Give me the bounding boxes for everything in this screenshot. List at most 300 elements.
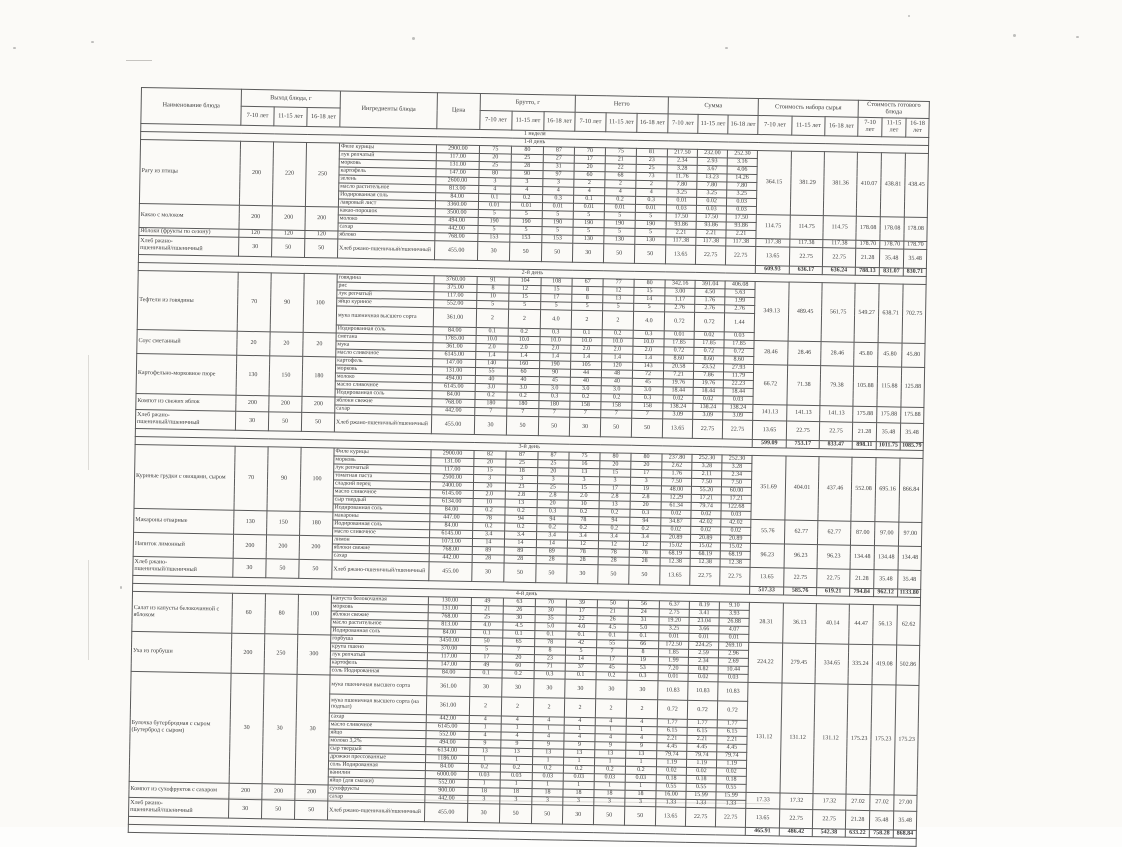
gross-value: 49 <box>470 661 502 670</box>
dish-output-value: 30 <box>233 558 266 578</box>
ready-cost-value: 175.88 <box>853 406 877 422</box>
ingredient-price: 768.00 <box>429 546 472 555</box>
dish-output-value: 120 <box>272 230 305 239</box>
net-value: 5 <box>573 211 604 220</box>
gross-value: 0.1 <box>470 669 502 678</box>
net-value: 0.1 <box>628 632 659 641</box>
ingredient-name: сыр твердый <box>329 745 426 755</box>
dish-output-value: 70 <box>234 446 268 511</box>
ingredient-name: горбуша <box>331 635 428 645</box>
day-total-ready: 1011.75 <box>876 442 900 450</box>
sum-value: 2.34 <box>688 657 718 666</box>
age-col-header: 16-18 лет <box>728 115 758 135</box>
net-value: 50 <box>603 244 634 264</box>
sum-value: 22.23 <box>723 380 753 389</box>
col-header-dish: Наименование блюда <box>141 88 242 126</box>
sum-value: 18.44 <box>723 388 753 397</box>
gross-value: 13 <box>505 499 537 508</box>
ingredient-price: 117.00 <box>434 292 477 301</box>
sum-value: 11.79 <box>723 372 753 381</box>
gross-value: 4 <box>469 715 501 724</box>
raw-cost-value: 28.46 <box>788 341 821 366</box>
raw-cost-value: 224.22 <box>748 642 783 683</box>
sum-value: 138.24 <box>663 403 693 412</box>
sum-value: 19.20 <box>659 617 689 626</box>
gross-value: 89 <box>472 546 504 555</box>
gross-value: 1 <box>501 724 533 733</box>
age-col-header: 7-10 лет <box>241 106 274 126</box>
gross-value: 18 <box>500 788 532 797</box>
ingredient-name: сахар <box>329 713 426 723</box>
gross-value: 8 <box>477 285 509 294</box>
gross-value: 0.3 <box>540 329 571 338</box>
gross-value: 3.4 <box>473 530 505 539</box>
day-total-raw: 465.91 <box>745 827 779 836</box>
gross-value: 1 <box>468 779 500 788</box>
sum-value: 0.01 <box>664 331 694 340</box>
net-value: 4 <box>574 187 605 196</box>
day-total-raw: 833.47 <box>819 441 852 450</box>
raw-cost-value: 114.75 <box>756 214 790 239</box>
gross-value: 27 <box>543 155 574 164</box>
gross-value: 4 <box>501 732 533 741</box>
gross-value: 180 <box>475 399 507 408</box>
day-total-ready: 868.84 <box>893 830 916 838</box>
ingredient-name: какао-порошок <box>338 207 435 217</box>
day-total-raw: 542.38 <box>812 829 845 838</box>
net-value: 21 <box>605 156 636 165</box>
ready-cost-value: 44.47 <box>849 604 874 644</box>
ingredient-name: яблоки свежие <box>335 397 432 407</box>
net-value: 39 <box>566 599 597 608</box>
net-value: 1 <box>625 758 656 767</box>
net-value: 3.0 <box>632 386 663 395</box>
age-col-header: 7-10 лет <box>758 115 792 135</box>
sum-value: 1.76 <box>662 470 692 479</box>
net-value: 2.0 <box>568 492 599 501</box>
ingredient-name: лавровый лист <box>338 199 435 209</box>
sum-value: 0.01 <box>658 673 688 682</box>
gross-value: 190 <box>510 218 542 227</box>
ingredient-name: морковь <box>331 603 428 613</box>
gross-value: 14 <box>536 540 567 549</box>
sum-value: 0.72 <box>694 312 724 332</box>
raw-cost-value: 22.75 <box>786 421 819 441</box>
sum-value: 2.62 <box>662 462 692 471</box>
age-col-header: 16-18 лет <box>825 117 858 137</box>
ingredient-name: картофель <box>330 659 427 669</box>
scan-speck <box>725 47 728 49</box>
raw-cost-value: 117.38 <box>756 238 790 247</box>
net-value: 13 <box>569 468 600 477</box>
day-total-ready: 962.12 <box>874 589 898 597</box>
gross-value: 1 <box>500 780 532 789</box>
ingredient-name: Хлеб ржано-пшеничный/пшеничный <box>327 801 424 822</box>
sum-value: 2.93 <box>697 157 727 166</box>
sum-value: 17.85 <box>724 340 754 349</box>
dish-name: Хлеб ржано- пшеничный/пшеничный <box>139 235 239 256</box>
net-value: 0.01 <box>604 204 635 213</box>
net-value: 7 <box>596 648 627 657</box>
ready-cost-value: 134.48 <box>898 546 921 570</box>
gross-value: 3.0 <box>475 383 507 392</box>
gross-value: 14 <box>472 538 504 547</box>
ready-cost-value: 97.00 <box>875 522 899 546</box>
sum-value: 0.02 <box>694 331 724 340</box>
ready-cost-value: 175.23 <box>870 685 896 795</box>
ready-cost-value: 552.08 <box>851 457 876 521</box>
ingredient-name: яблоко <box>338 231 435 241</box>
gross-value: 1 <box>532 781 563 790</box>
gross-value: 3.0 <box>507 384 539 393</box>
ingredient-price: 494.00 <box>435 217 478 226</box>
scan-speck <box>120 586 122 589</box>
sum-value: 217.50 <box>667 149 697 158</box>
dish-name: Тефтели из говядины <box>137 270 238 331</box>
net-value: 94 <box>599 517 630 526</box>
sum-value: 13.65 <box>662 419 692 439</box>
raw-cost-value: 62.77 <box>818 521 851 546</box>
gross-value: 20 <box>537 500 568 509</box>
sum-value: 15.02 <box>690 542 720 551</box>
ready-cost-value: 115.88 <box>877 367 902 407</box>
dish-output-value: 130 <box>236 355 270 396</box>
gross-value: 87 <box>543 147 574 156</box>
gross-value: 0.2 <box>475 391 507 400</box>
ingredient-price: 84.00 <box>427 669 470 678</box>
ingredient-price: 361.00 <box>433 308 476 328</box>
day-total-ready: 1133.80 <box>899 589 919 597</box>
dish-output-value: 200 <box>269 396 302 413</box>
net-value: 94 <box>630 517 661 526</box>
net-value: 0.2 <box>625 766 656 775</box>
gross-value: 17 <box>541 294 572 303</box>
sum-value: 2.34 <box>722 471 752 480</box>
menu-table-wrap <box>128 87 929 847</box>
net-value: 130 <box>573 235 604 244</box>
gross-value: 3 <box>474 474 506 483</box>
dish-output-value: 200 <box>305 206 338 231</box>
sum-value: 0.02 <box>691 510 721 519</box>
net-value: 68 <box>605 172 636 181</box>
ready-cost-value: 45.80 <box>902 343 925 367</box>
gross-value: 140 <box>476 360 508 369</box>
sum-value: 0.02 <box>663 395 693 404</box>
ingredient-price: 117.00 <box>436 153 479 162</box>
net-value: 1.4 <box>571 353 602 362</box>
ingredient-name: капуста белокочанная <box>331 595 428 605</box>
sum-value: 17.21 <box>721 495 751 504</box>
sum-value: 20.58 <box>664 363 694 372</box>
net-value: 26 <box>597 616 628 625</box>
net-value: 50 <box>597 600 628 609</box>
ingredient-price: 6145.00 <box>432 383 475 392</box>
ingredient-price: 2900.00 <box>436 145 479 154</box>
sum-value: 0.03 <box>727 198 757 207</box>
sum-value: 0.02 <box>691 526 721 535</box>
net-value: 78 <box>629 549 660 558</box>
net-value: 20 <box>631 461 662 470</box>
net-value: 44 <box>570 369 601 378</box>
sum-value: 42.02 <box>691 518 721 527</box>
sum-value: 3.28 <box>692 462 722 471</box>
gross-value: 90 <box>511 170 543 179</box>
gross-value: 5 <box>542 211 573 220</box>
gross-value: 0.2 <box>502 670 534 679</box>
ready-cost-value: 175.88 <box>901 407 924 423</box>
dish-output-value: 90 <box>267 447 301 512</box>
gross-value: 15 <box>541 286 572 295</box>
ready-cost-value: 178.08 <box>856 216 880 240</box>
gross-value: 4.0 <box>540 310 571 330</box>
sum-value: 3.09 <box>663 411 693 420</box>
ready-cost-value: 21.28 <box>845 810 869 829</box>
ingredient-name: лук репчатый <box>339 151 436 161</box>
gross-value: 4 <box>501 716 533 725</box>
ready-cost-value: 97.00 <box>899 522 922 546</box>
sum-value: 55.20 <box>691 486 721 495</box>
raw-cost-value: 131.12 <box>746 682 782 793</box>
sum-value: 68.19 <box>720 551 750 560</box>
net-value: 20 <box>630 501 661 510</box>
raw-cost-value: 96.23 <box>784 544 817 569</box>
day-label: 4-й день <box>133 583 921 605</box>
gross-value: 89 <box>536 548 567 557</box>
net-value: 0.1 <box>571 329 602 338</box>
ready-cost-value: 62.62 <box>897 605 921 645</box>
sum-value: 14.26 <box>727 174 757 183</box>
ingredient-name: макароны <box>333 512 430 522</box>
raw-cost-value: 96.23 <box>750 543 784 568</box>
sum-value: 17.21 <box>691 494 721 503</box>
dish-output-value: 90 <box>270 273 304 333</box>
ready-cost-value: 702.75 <box>902 284 926 343</box>
net-value: 4 <box>564 733 595 742</box>
net-value: 1 <box>625 782 656 791</box>
sum-value: 0.03 <box>724 332 754 341</box>
gross-value: 7 <box>539 409 570 418</box>
sum-value: 1.19 <box>717 760 747 769</box>
gross-value: 2.8 <box>505 491 537 500</box>
gross-value: 0.2 <box>508 328 540 337</box>
ingredient-name: лимон <box>332 536 429 546</box>
sum-value: 252.30 <box>692 454 722 463</box>
ingredient-price: 6134.00 <box>426 747 469 756</box>
sum-value: 3.41 <box>689 609 719 618</box>
raw-cost-value: 28.46 <box>754 340 788 365</box>
gross-value: 0.01 <box>542 203 573 212</box>
net-value: 5 <box>573 227 604 236</box>
gross-value: 0.03 <box>532 773 563 782</box>
net-value: 40 <box>601 378 632 387</box>
ingredient-name: лук репчатый <box>337 290 434 300</box>
sum-value: 0.03 <box>726 206 756 215</box>
gross-value: 50 <box>509 242 541 262</box>
net-value: 143 <box>633 362 664 371</box>
gross-value: 0.2 <box>537 524 568 533</box>
gross-value: 0.2 <box>473 506 505 515</box>
sum-value: 3.25 <box>727 190 757 199</box>
sum-value: 0.72 <box>717 701 747 721</box>
sum-value: 1.44 <box>724 313 754 333</box>
raw-cost-value: 13.65 <box>750 567 784 587</box>
net-value: 78 <box>567 548 598 557</box>
net-value: 0.2 <box>568 524 599 533</box>
sum-value: 27.93 <box>724 364 754 373</box>
sum-value: 61.34 <box>661 502 691 511</box>
net-value: 2.8 <box>599 493 630 502</box>
net-value: 10.0 <box>602 338 633 347</box>
ingredient-price: 900.00 <box>425 787 468 796</box>
gross-value: 2.0 <box>473 490 505 499</box>
ingredient-name: яблоки свежие <box>331 611 428 621</box>
raw-cost-value: 117.38 <box>823 240 856 249</box>
sum-value: 48.00 <box>661 486 691 495</box>
day-total-raw: 609.93 <box>755 265 789 274</box>
net-value: 13 <box>626 750 657 759</box>
gross-value: 5 <box>541 302 572 311</box>
ready-cost-value: 175.23 <box>846 684 872 794</box>
raw-cost-value: 55.76 <box>751 519 785 544</box>
sum-value: 4.06 <box>727 166 757 175</box>
dish-output-value: 250 <box>264 634 298 675</box>
net-value: 4.0 <box>633 311 664 331</box>
gross-value: 20 <box>502 654 534 663</box>
gross-value: 5 <box>542 227 573 236</box>
net-value: 77 <box>603 279 634 288</box>
raw-cost-value: 96.23 <box>817 545 850 570</box>
raw-cost-value: 349.13 <box>754 281 789 341</box>
dish-output-value: 30 <box>239 237 272 257</box>
ingredient-price: 3450.00 <box>428 637 471 646</box>
sum-value: 93.86 <box>726 222 756 231</box>
ingredient-price: 117.00 <box>427 653 470 662</box>
gross-value: 3 <box>511 178 543 187</box>
sum-value: 1.77 <box>657 719 687 728</box>
ingredient-price: 442.00 <box>429 554 472 563</box>
sum-value: 2.21 <box>687 735 717 744</box>
sum-value: 0.72 <box>687 700 717 720</box>
sum-value: 12.38 <box>660 558 690 567</box>
raw-cost-value: 28.46 <box>821 342 854 367</box>
net-value: 13 <box>599 501 630 510</box>
net-value: 0.2 <box>596 672 627 681</box>
sum-value: 237.80 <box>662 454 692 463</box>
sum-value: 2.21 <box>696 229 726 238</box>
gross-value: 104 <box>509 277 541 286</box>
net-value: 73 <box>636 172 667 181</box>
gross-value: 28 <box>511 162 543 171</box>
gross-value: 3 <box>479 178 511 187</box>
sum-value: 13.65 <box>665 245 695 265</box>
day-total-raw: 619.21 <box>817 588 850 597</box>
sum-value: 2.75 <box>659 609 689 618</box>
ready-cost-value: 21.28 <box>855 248 879 267</box>
gross-value: 15 <box>509 293 541 302</box>
ingredient-name: яйцо куриное <box>337 298 434 308</box>
gross-value: 4 <box>479 186 511 195</box>
gross-value: 10 <box>477 293 509 302</box>
sum-value: 22.75 <box>695 245 725 265</box>
net-value: 78 <box>598 549 629 558</box>
sum-value: 0.02 <box>716 768 746 777</box>
sum-value: 0.01 <box>719 634 749 643</box>
ingredient-price: 84.00 <box>430 522 473 531</box>
day-total-raw: 585.76 <box>784 587 817 596</box>
gross-value: 28 <box>504 555 536 564</box>
ready-cost-value: 866.84 <box>899 458 923 522</box>
ingredient-price: 147.00 <box>436 169 479 178</box>
gross-value: 3 <box>538 476 569 485</box>
net-value: 72 <box>632 370 663 379</box>
ingredient-name: Йодированная соль <box>335 389 432 399</box>
ingredient-price: 552.00 <box>425 779 468 788</box>
net-value: 37 <box>565 663 596 672</box>
gross-value: 3 <box>506 475 538 484</box>
dish-output-value: 200 <box>272 206 305 231</box>
sum-value: 7.80 <box>727 182 757 191</box>
ready-cost-value: 178.70 <box>904 241 927 249</box>
net-value: 0.2 <box>602 330 633 339</box>
ingredient-price: 455.00 <box>429 562 472 582</box>
ingredient-price: 84.00 <box>425 763 468 772</box>
ingredient-price: 6134.00 <box>430 498 473 507</box>
sum-value: 42.02 <box>721 519 751 528</box>
ingredient-name: Йодированная соль <box>339 191 436 201</box>
net-value: 1 <box>563 781 594 790</box>
day-total-raw: 753.17 <box>786 440 819 449</box>
net-value: 5.0 <box>628 624 659 633</box>
net-value: 5 <box>604 212 635 221</box>
sum-value: 19.76 <box>693 379 723 388</box>
gross-value: 97 <box>543 171 574 180</box>
gross-value: 63 <box>503 598 535 607</box>
ingredient-price: 813.00 <box>428 621 471 630</box>
net-value: 2.8 <box>630 493 661 502</box>
sum-value: 0.02 <box>721 527 751 536</box>
ready-cost-value: 335.24 <box>848 644 873 684</box>
raw-cost-value: 114.75 <box>790 215 823 240</box>
sum-value: 3.28 <box>667 165 697 174</box>
sum-value: 22.75 <box>720 567 750 587</box>
dish-name: Куриные грудки с овощами, сыром <box>134 444 235 510</box>
ingredient-name: молоко <box>338 215 435 225</box>
sum-value: 11.76 <box>667 173 697 182</box>
gross-value: 40 <box>475 375 507 384</box>
net-value: 80 <box>600 453 631 462</box>
gross-value: 180 <box>507 400 539 409</box>
dish-output-value: 150 <box>267 511 300 536</box>
net-value: 1 <box>563 757 594 766</box>
ingredient-price: 494.00 <box>426 739 469 748</box>
gross-value: 9 <box>501 740 533 749</box>
scan-speck <box>412 37 415 40</box>
raw-cost-value: 437.46 <box>818 457 852 522</box>
net-value: 4 <box>605 188 636 197</box>
ingredient-price: 147.00 <box>433 359 476 368</box>
net-value: 12 <box>629 541 660 550</box>
gross-value: 20 <box>538 468 569 477</box>
net-value: 10.0 <box>633 338 664 347</box>
gross-value: 94 <box>505 515 537 524</box>
gross-value: 0.01 <box>510 202 542 211</box>
net-value: 8 <box>572 286 603 295</box>
sum-value: 3.67 <box>697 165 727 174</box>
net-value: 0.1 <box>566 631 597 640</box>
gross-value: 10.0 <box>476 336 508 345</box>
net-value: 2.0 <box>633 346 664 355</box>
gross-value: 20 <box>473 482 505 491</box>
